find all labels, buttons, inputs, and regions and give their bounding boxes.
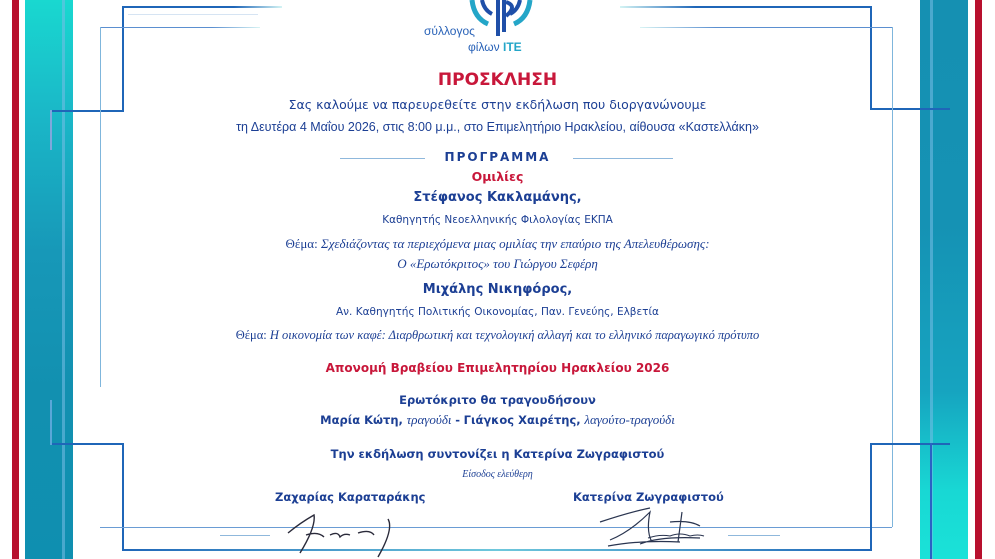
- left-red-border: [12, 0, 19, 559]
- speaker-2-name: Μιχάλης Νικηφόρος,: [422, 282, 573, 297]
- performer-1-role: τραγούδι: [406, 412, 452, 427]
- logo-text-brand: ΙΤΕ: [502, 40, 522, 54]
- signature-2-icon: [580, 502, 740, 559]
- talks-heading: Ομιλίες: [471, 169, 524, 184]
- performers-separator: -: [455, 413, 460, 427]
- performer-1-name: Μαρία Κώτη,: [320, 413, 403, 427]
- speaker-1-topic-line2: Ο «Ερωτόκριτος» του Γιώργου Σεφέρη: [397, 256, 598, 271]
- coordinator-line: Την εκδήλωση συντονίζει η Κατερίνα Ζωγραφιστού: [330, 447, 665, 461]
- invitation-body: [100, 0, 895, 559]
- speaker-1-topic: [100, 236, 895, 252]
- program-heading: ΠΡΟΓΡΑΜΜΑ: [444, 150, 551, 164]
- left-teal-stripe: [62, 0, 65, 559]
- performer-2-name: Γιάγκος Χαιρέτης,: [463, 413, 581, 427]
- speaker-1-topic-label: Θέμα:: [285, 236, 318, 251]
- invitation-title: ΠΡΟΣΚΛΗΣΗ: [437, 70, 558, 90]
- logo-text-prefix: φίλων: [468, 40, 500, 54]
- speaker-2-topic-line1: Η οικονομία των καφέ: Διαρθρωτική και τεχνολογική αλλαγή και το ελληνικό παραγωγικό πρότυπο: [269, 328, 760, 342]
- frame-right-lower-drop: [930, 443, 932, 559]
- right-teal-band: [920, 0, 968, 559]
- frame-left-outer-drop: [50, 110, 52, 150]
- signature-name-1: Ζαχαρίας Καραταράκης: [275, 490, 426, 504]
- invitation-intro-line1: Σας καλούμε να παρευρεθείτε στην εκδήλωση που διοργανώνουμε: [288, 97, 707, 112]
- performer-2-role: λαγούτο-τραγούδι: [584, 412, 675, 427]
- right-red-border: [975, 0, 982, 559]
- logo-text-line1: σύλλογος: [424, 24, 475, 38]
- entry-note: Είσοδος ελεύθερη: [462, 469, 533, 480]
- speaker-2-affiliation: Αν. Καθηγητής Πολιτικής Οικονομίας, Παν. Γενεύης, Ελβετία: [336, 306, 659, 318]
- speaker-1-name: Στέφανος Κακλαμάνης,: [413, 190, 582, 205]
- speaker-1-affiliation: Καθηγητής Νεοελληνικής Φιλολογίας ΕΚΠΑ: [382, 214, 613, 226]
- left-teal-band: [25, 0, 73, 559]
- signature-line-left: [220, 535, 270, 536]
- signature-name-2: Κατερίνα Ζωγραφιστού: [573, 490, 724, 504]
- invitation-intro-line2: τη Δευτέρα 4 Μαΐου 2026, στις 8:00 μ.μ., στο Επιμελητήριο Ηρακλείου, αίθουσα «Καστελλάκη»: [236, 120, 759, 134]
- signature-1-icon: [270, 505, 420, 559]
- speaker-1-topic-line1: Σχεδιάζοντας τα περιεχόμενα μιας ομιλίας την επαύριο της Απελευθέρωσης:: [320, 236, 710, 251]
- music-heading: Ερωτόκριτο θα τραγουδήσουν: [399, 393, 596, 407]
- speaker-2-topic: [40, 328, 955, 343]
- speaker-2-topic-label: Θέμα:: [235, 328, 267, 342]
- performers-line: [100, 412, 895, 428]
- frame-left-lower-drop: [50, 400, 52, 445]
- award-announcement: Απονομή Βραβείου Επιμελητηρίου Ηρακλείου 2026: [325, 361, 670, 375]
